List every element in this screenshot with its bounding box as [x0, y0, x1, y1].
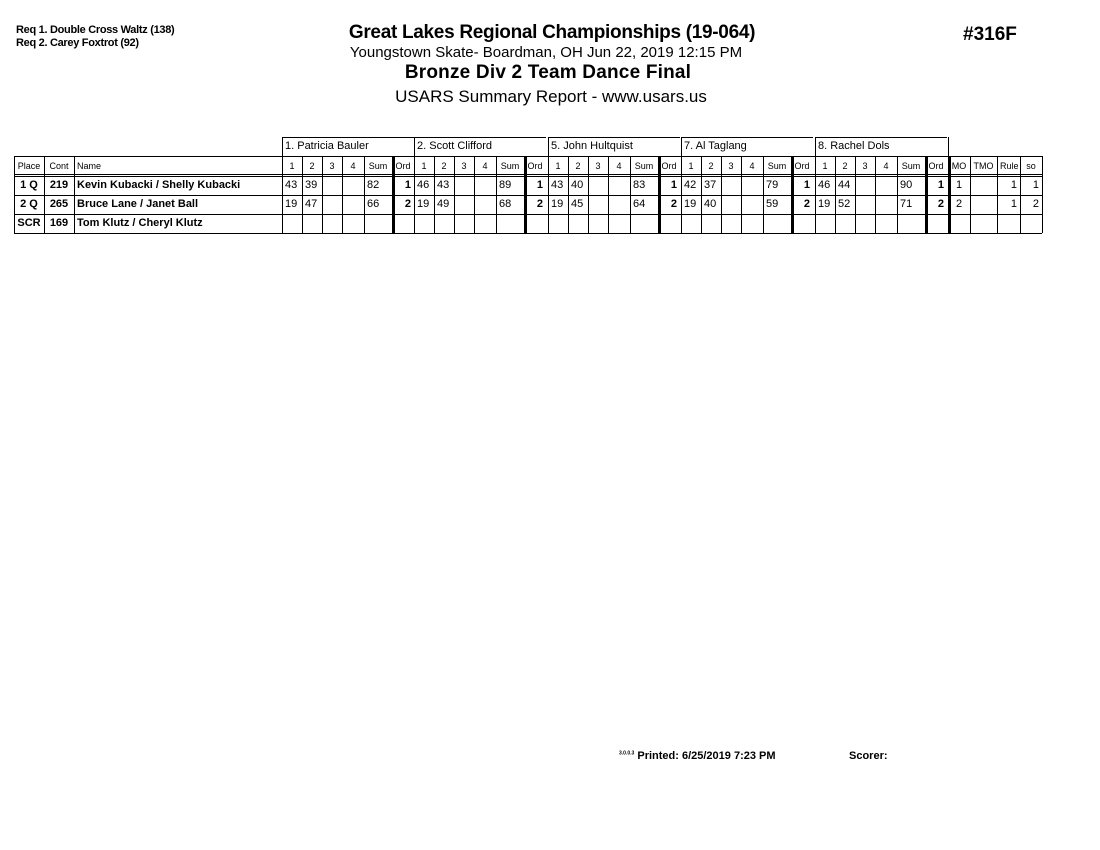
column-header-name: Name: [77, 161, 102, 171]
score-cell: 49: [437, 198, 450, 210]
judge-sub-header: 2: [708, 161, 714, 171]
sum-cell: [364, 214, 392, 233]
score-cell: 46: [818, 179, 831, 191]
tmo-cell: [970, 195, 997, 214]
score-cell: [414, 214, 434, 233]
judge-sub-header: 3: [728, 161, 734, 171]
judge-sub-header: 1: [289, 161, 295, 171]
score-cell: 43: [551, 179, 564, 191]
column-header-so: so: [1026, 161, 1036, 171]
place-cell: 2 Q: [20, 198, 38, 210]
score-cell: [608, 214, 630, 233]
grid-line: [701, 156, 702, 233]
ordinal-cell: [658, 214, 680, 233]
judge-sub-header: 1: [421, 161, 427, 171]
grid-line: [282, 137, 414, 138]
grid-line: [414, 137, 546, 138]
grid-line: [302, 156, 303, 233]
score-cell: [322, 195, 342, 214]
grid-line: [721, 156, 722, 233]
grid-line: [434, 156, 435, 233]
place-cell: 1 Q: [20, 179, 38, 191]
score-cell: 44: [838, 179, 851, 191]
score-cell: 39: [305, 179, 318, 191]
so-cell: [1020, 214, 1042, 233]
rule-cell: [997, 214, 1020, 233]
column-header-rule: Rule: [1000, 161, 1019, 171]
ordinal-cell: [791, 214, 813, 233]
judge-sub-header: 3: [595, 161, 601, 171]
ordinal-cell: 1: [803, 179, 810, 191]
judge-sub-header: 1: [822, 161, 828, 171]
score-cell: [588, 195, 608, 214]
grid-line: [548, 137, 680, 138]
judge-sub-header: Sum: [500, 161, 520, 171]
ordinal-cell: 2: [536, 198, 543, 210]
grid-line: [815, 137, 816, 156]
ordinal-divider: [948, 156, 951, 233]
ordinal-cell: [392, 214, 414, 233]
score-cell: [721, 176, 741, 195]
printed-info: [619, 750, 776, 762]
score-cell: [875, 176, 897, 195]
score-cell: 37: [704, 179, 717, 191]
grid-line: [588, 156, 589, 233]
score-cell: [721, 195, 741, 214]
ordinal-cell: 1: [670, 179, 677, 191]
grid-line: [44, 156, 45, 233]
judge-name-header: 8. Rachel Dols: [818, 140, 890, 152]
grid-line: [1020, 156, 1021, 233]
score-cell: 40: [571, 179, 584, 191]
judge-sub-header: 4: [749, 161, 755, 171]
sum-cell: 83: [633, 179, 646, 191]
score-cell: [681, 214, 701, 233]
judge-sub-header: Sum: [767, 161, 787, 171]
grid-line: [948, 137, 949, 156]
grid-line: [342, 156, 343, 233]
judge-sub-header: 4: [616, 161, 622, 171]
rule-cell: 1: [1010, 179, 1017, 191]
judge-sub-header: Sum: [368, 161, 388, 171]
grid-line: [741, 156, 742, 233]
sum-cell: 79: [766, 179, 779, 191]
grid-line: [14, 156, 15, 233]
score-cell: 40: [704, 198, 717, 210]
score-cell: [741, 214, 763, 233]
event-title: Bronze Div 2 Team Dance Final: [404, 62, 692, 83]
grid-line: [14, 156, 1042, 157]
grid-line: [282, 137, 283, 156]
score-cell: [474, 176, 496, 195]
grid-line: [322, 156, 323, 233]
printed-timestamp: Printed: 6/25/2019 7:23 PM: [637, 750, 776, 762]
skater-names: Kevin Kubacki / Shelly Kubacki: [77, 179, 241, 191]
score-cell: [548, 214, 568, 233]
grid-line: [14, 233, 1042, 234]
report-subtitle: USARS Summary Report - www.usars.us: [395, 87, 707, 106]
ordinal-divider: [524, 156, 527, 233]
judge-sub-header: 1: [688, 161, 694, 171]
so-cell: 2: [1032, 198, 1039, 210]
contestant-number: 219: [49, 179, 69, 191]
score-cell: [588, 214, 608, 233]
rule-cell: 1: [1010, 198, 1017, 210]
column-header-cont: Cont: [49, 161, 69, 171]
score-cell: 43: [437, 179, 450, 191]
ordinal-cell: 1: [536, 179, 543, 191]
score-cell: [282, 214, 302, 233]
sum-cell: 59: [766, 198, 779, 210]
scorer-label: Scorer:: [849, 750, 888, 762]
grid-line: [364, 156, 365, 233]
score-cell: [875, 195, 897, 214]
grid-line: [897, 156, 898, 233]
grid-line: [815, 137, 947, 138]
ordinal-cell: [925, 214, 947, 233]
grid-line: [548, 156, 549, 233]
grid-line: [14, 195, 1042, 196]
score-cell: [434, 214, 454, 233]
grid-line: [681, 137, 813, 138]
grid-line: [14, 176, 1042, 177]
grid-line: [454, 156, 455, 233]
tmo-cell: [970, 214, 997, 233]
score-cell: [608, 176, 630, 195]
grid-line: [14, 174, 1042, 175]
score-cell: [835, 214, 855, 233]
required-dances: [16, 24, 174, 50]
sum-cell: 66: [367, 198, 380, 210]
sum-cell: 68: [499, 198, 512, 210]
judge-sub-header: 3: [461, 161, 467, 171]
judge-sub-header: 2: [309, 161, 315, 171]
score-cell: 19: [551, 198, 564, 210]
grid-line: [414, 137, 415, 156]
grid-line: [608, 156, 609, 233]
grid-line: [835, 156, 836, 233]
score-cell: [342, 176, 364, 195]
score-cell: [454, 176, 474, 195]
grid-line: [474, 156, 475, 233]
sum-cell: 82: [367, 179, 380, 191]
score-cell: [701, 214, 721, 233]
ordinal-cell: 1: [937, 179, 944, 191]
judge-name-header: 1. Patricia Bauler: [285, 140, 369, 152]
score-cell: 47: [305, 198, 318, 210]
judge-sub-header: Ord: [527, 161, 543, 171]
sum-cell: [496, 214, 524, 233]
grid-line: [568, 156, 569, 233]
sum-cell: [763, 214, 791, 233]
judge-sub-header: 3: [862, 161, 868, 171]
grid-line: [681, 137, 682, 156]
competition-title: Great Lakes Regional Championships (19-064): [348, 22, 756, 43]
sum-cell: [897, 214, 925, 233]
score-cell: [454, 214, 474, 233]
judge-sub-header: Sum: [901, 161, 921, 171]
ordinal-divider: [925, 156, 928, 233]
judge-sub-header: 2: [842, 161, 848, 171]
ordinal-cell: 1: [404, 179, 411, 191]
score-cell: [815, 214, 835, 233]
judge-sub-header: Ord: [928, 161, 944, 171]
report-header: [300, 22, 800, 109]
grid-line: [855, 156, 856, 233]
grid-line: [548, 137, 549, 156]
skater-names: Bruce Lane / Janet Ball: [77, 198, 199, 210]
version-label: 3.0.0.3: [619, 750, 635, 757]
judge-sub-header: 1: [555, 161, 561, 171]
score-cell: [588, 176, 608, 195]
place-cell: SCR: [17, 217, 41, 229]
skater-names: Tom Klutz / Cheryl Klutz: [77, 217, 203, 229]
score-cell: [322, 214, 342, 233]
judge-sub-header: 3: [329, 161, 335, 171]
sum-cell: 90: [900, 179, 913, 191]
score-cell: [875, 214, 897, 233]
mo-cell: [948, 214, 970, 233]
judge-sub-header: Ord: [395, 161, 411, 171]
ordinal-cell: 2: [803, 198, 810, 210]
grid-line: [970, 156, 971, 233]
sum-cell: 71: [900, 198, 913, 210]
score-cell: [322, 176, 342, 195]
score-cell: 45: [571, 198, 584, 210]
score-cell: 42: [684, 179, 697, 191]
event-number: #316F: [963, 24, 1017, 45]
score-cell: 43: [285, 179, 298, 191]
judge-sub-header: Ord: [661, 161, 677, 171]
contestant-number: 265: [49, 198, 69, 210]
score-cell: [454, 195, 474, 214]
ordinal-cell: 2: [670, 198, 677, 210]
sum-cell: 64: [633, 198, 646, 210]
column-header-place: Place: [17, 161, 41, 171]
grid-line: [282, 156, 283, 233]
sum-cell: 89: [499, 179, 512, 191]
grid-line: [681, 156, 682, 233]
tmo-cell: [970, 176, 997, 195]
judge-sub-header: Ord: [794, 161, 810, 171]
judge-name-header: 5. John Hultquist: [551, 140, 633, 152]
ordinal-cell: 2: [937, 198, 944, 210]
ordinal-divider: [791, 156, 794, 233]
grid-line: [414, 156, 415, 233]
judge-sub-header: 2: [441, 161, 447, 171]
judge-name-header: 2. Scott Clifford: [417, 140, 492, 152]
ordinal-divider: [392, 156, 395, 233]
score-cell: [855, 195, 875, 214]
score-cell: [608, 195, 630, 214]
column-header-mo: MO: [951, 161, 967, 171]
score-cell: [855, 214, 875, 233]
grid-line: [997, 156, 998, 233]
grid-line: [14, 214, 1042, 215]
score-cell: [474, 195, 496, 214]
mo-cell: 1: [955, 179, 963, 191]
judge-sub-header: 4: [482, 161, 488, 171]
ordinal-cell: 2: [404, 198, 411, 210]
judge-sub-header: 4: [883, 161, 889, 171]
ordinal-cell: [524, 214, 546, 233]
score-cell: [342, 195, 364, 214]
score-cell: [474, 214, 496, 233]
score-cell: [741, 176, 763, 195]
judge-sub-header: 4: [350, 161, 356, 171]
score-cell: 19: [818, 198, 831, 210]
grid-line: [496, 156, 497, 233]
venue-date: Youngstown Skate- Boardman, OH Jun 22, 2019 12:15 PM: [349, 44, 743, 61]
score-cell: [721, 214, 741, 233]
grid-line: [630, 156, 631, 233]
judge-name-header: 7. Al Taglang: [684, 140, 747, 152]
contestant-number: 169: [49, 217, 69, 229]
mo-cell: 2: [955, 198, 963, 210]
score-cell: [855, 176, 875, 195]
judge-sub-header: Sum: [634, 161, 654, 171]
ordinal-divider: [658, 156, 661, 233]
grid-line: [74, 156, 75, 233]
grid-line: [763, 156, 764, 233]
grid-line: [815, 156, 816, 233]
sum-cell: [630, 214, 658, 233]
so-cell: 1: [1032, 179, 1039, 191]
grid-line: [1042, 156, 1043, 233]
column-header-tmo: TMO: [973, 161, 994, 171]
score-cell: [302, 214, 322, 233]
score-cell: 19: [684, 198, 697, 210]
grid-line: [875, 156, 876, 233]
score-cell: 52: [838, 198, 851, 210]
score-cell: [568, 214, 588, 233]
judge-sub-header: 2: [575, 161, 581, 171]
requirement-1: Req 1. Double Cross Waltz (138): [16, 24, 175, 36]
requirement-2: Req 2. Carey Foxtrot (92): [16, 37, 139, 49]
score-cell: 19: [417, 198, 430, 210]
score-cell: [342, 214, 364, 233]
score-cell: 19: [285, 198, 298, 210]
score-cell: 46: [417, 179, 430, 191]
score-cell: [741, 195, 763, 214]
